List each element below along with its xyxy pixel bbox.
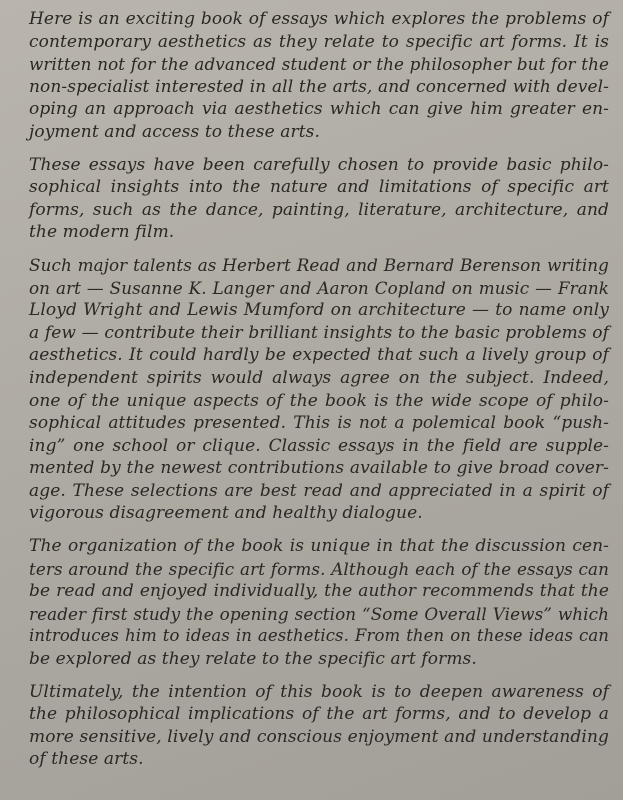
text-line: non-specialist interested in all the arts, and concerned with devel- — [29, 76, 609, 97]
text-line: mented by the newest contributions available to give broad cover- — [29, 458, 609, 479]
text-line: Lloyd Wright and Lewis Mumford on architecture — to name only — [29, 300, 609, 321]
text-line: introduces him to ideas in aesthetics. From then on these ideas can — [29, 626, 609, 646]
text-line: Ultimately, the intention of this book is to deepen awareness of — [29, 681, 609, 702]
text-line: age. These selections are best read and appreciated in a spirit of — [29, 480, 609, 501]
text-line: be explored as they relate to the specific art forms. — [29, 649, 477, 670]
text-line: contemporary aesthetics as they relate to specific art forms. It is — [29, 31, 609, 52]
text-line: the philosophical implications of the art forms, and to develop a — [29, 704, 609, 725]
text-line: be read and enjoyed individually, the author recommends that the — [29, 581, 609, 602]
text-line: aesthetics. It could hardly be expected that such a lively group of — [29, 345, 609, 366]
text-line: vigorous disagreement and healthy dialogue. — [29, 503, 423, 524]
paragraph-intro — [29, 8, 609, 144]
text-line: a few — contribute their brilliant insights to the basic problems of — [29, 322, 609, 343]
text-line: sophical attitudes presented. This is not a polemical book “push- — [29, 413, 609, 434]
text-line: joyment and access to these arts. — [29, 121, 320, 142]
text-line: Here is an exciting book of essays which explores the problems of — [29, 9, 609, 29]
text-line: forms, such as the dance, painting, literature, architecture, and — [29, 199, 609, 220]
text-line: Such major talents as Herbert Read and Bernard Berenson writing — [29, 254, 609, 275]
text-line: These essays have been carefully chosen to provide basic philo- — [29, 154, 609, 175]
text-line: one of the unique aspects of the book is the wide scope of philo- — [29, 390, 609, 411]
text-line: of these arts. — [29, 749, 144, 770]
text-line: written not for the advanced student or the philosopher but for the — [29, 54, 609, 75]
text-line: more sensitive, lively and conscious enjoyment and understanding — [29, 726, 609, 747]
text-line: independent spirits would always agree on the subject. Indeed, — [29, 367, 609, 388]
text-line: on art — Susanne K. Langer and Aaron Copland on music — Frank — [29, 277, 609, 298]
paragraph-contributors — [29, 254, 609, 525]
text-line: the modern film. — [29, 222, 175, 243]
text-line: The organization of the book is unique in that the discussion cen- — [29, 536, 609, 557]
paragraph-essays — [29, 154, 609, 244]
paragraph-conclusion — [29, 681, 609, 771]
text-line: oping an approach via aesthetics which can give him greater en- — [29, 99, 609, 120]
text-line: reader first study the opening section “Some Overall Views” which — [29, 603, 609, 624]
paragraph-organization — [29, 535, 609, 671]
text-line: sophical insights into the nature and limitations of specific art — [29, 177, 609, 198]
text-line: ing” one school or clique. Classic essays in the field are supple- — [29, 435, 609, 456]
text-line: ters around the specific art forms. Although each of the essays can — [29, 558, 609, 579]
